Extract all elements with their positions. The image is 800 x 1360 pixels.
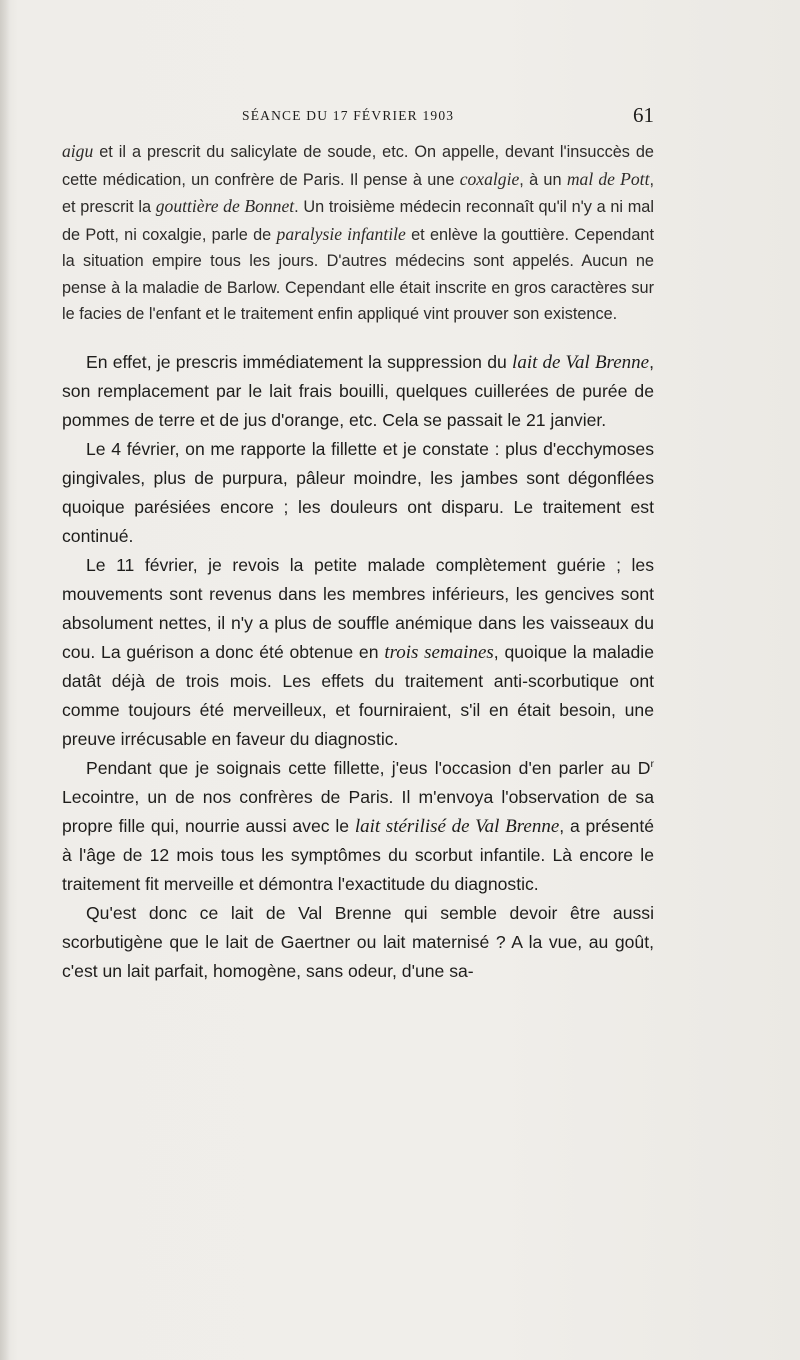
text-span: , a présenté à l'âge de 12 mois tous les symptômes du scorbut infantile. Là encore le traitement fit merveille et démontra l'exactitude du diagnostic. (62, 815, 654, 894)
italic-term: mal de Pott (566, 168, 650, 189)
text-span: , son remplacement par le lait frais bouilli, quelques cuillerées de purée de pommes de terre et de jus d'orange, etc. Cela se passait le 21 janvier. (62, 351, 654, 430)
paragraph-gap (62, 328, 654, 348)
italic-term: trois semaines (384, 641, 494, 663)
text-span: , à un (519, 170, 567, 189)
text-span: En effet, je prescris immédiatement la suppression du (86, 351, 513, 372)
superscript: r (650, 757, 654, 770)
paragraph-1 (62, 138, 654, 328)
text-span: Pendant que je soignais cette fillette, j'eus l'occasion d'en parler au D (86, 757, 651, 778)
text-span: et enlève la gouttière. Cependant la situation empire tous les jours. D'autres médecins sont appelés. Aucun ne pense à la maladie de Barlow. Cependant elle était inscrite en gros caractères sur le facies de l'enfant et le traitement enfin appliqué vint prouver son existence. (62, 225, 654, 323)
paragraph-4 (62, 551, 654, 754)
paragraph-3: Le 4 février, on me rapporte la fillette et je constate : plus d'ecchymoses gingivales, plus de purpura, pâleur moindre, les jambes sont dégonflées quoique parésiées encore ; les douleurs ont disparu. Le traitement est continué. (62, 438, 654, 546)
text-span: . Un troisième médecin reconnaît qu'il n'y a ni mal de Pott, ni coxalgie, parle de (62, 198, 654, 244)
italic-term: lait stérilisé de Val Brenne (354, 815, 560, 837)
text-span: Lecointre, un de nos confrères de Paris. Il m'envoya l'observation de sa propre fille qui, nourrie aussi avec le (62, 786, 654, 836)
page-edge-shadow (0, 0, 10, 1360)
text-span: Le 11 février, je revois la petite malade complètement guérie ; les mouvements sont revenus dans les membres inférieurs, les gencives sont absolument nettes, il n'y a plus de souffle anémique dans les vaisseaux du cou. La guérison a donc été obtenue en (62, 554, 654, 662)
italic-term: paralysie infantile (276, 223, 406, 244)
italic-term: gouttière de Bonnet (155, 196, 295, 216)
paragraph-6: Qu'est donc ce lait de Val Brenne qui semble devoir être aussi scorbutigène que le lait de Gaertner ou lait maternisé ? A la vue, au goût, c'est un lait parfait, homogène, sans odeur, d'une sa- (62, 902, 654, 981)
italic-term: aigu (62, 141, 94, 161)
page-header (62, 103, 654, 129)
italic-term: lait de Val Brenne (512, 351, 650, 373)
italic-term: coxalgie (459, 168, 520, 189)
text-span: et il a prescrit du salicylate de soude, etc. On appelle, devant l'insuccès de cette médication, un confrère de Paris. Il pense à une (62, 143, 654, 189)
paragraph-5 (62, 754, 654, 899)
body-text (62, 138, 654, 986)
page-number: 61 (633, 103, 654, 127)
text-span: , quoique la maladie datât déjà de trois mois. Les effets du traitement anti-scorbutique ont comme toujours été merveilleux, et fourniraient, s'il en était besoin, une preuve irrécusable en faveur du diagnostic. (62, 641, 655, 749)
running-title: SÉANCE DU 17 FÉVRIER 1903 (242, 108, 455, 123)
paragraph-2 (62, 348, 654, 435)
text-span: , et prescrit la (62, 170, 654, 216)
